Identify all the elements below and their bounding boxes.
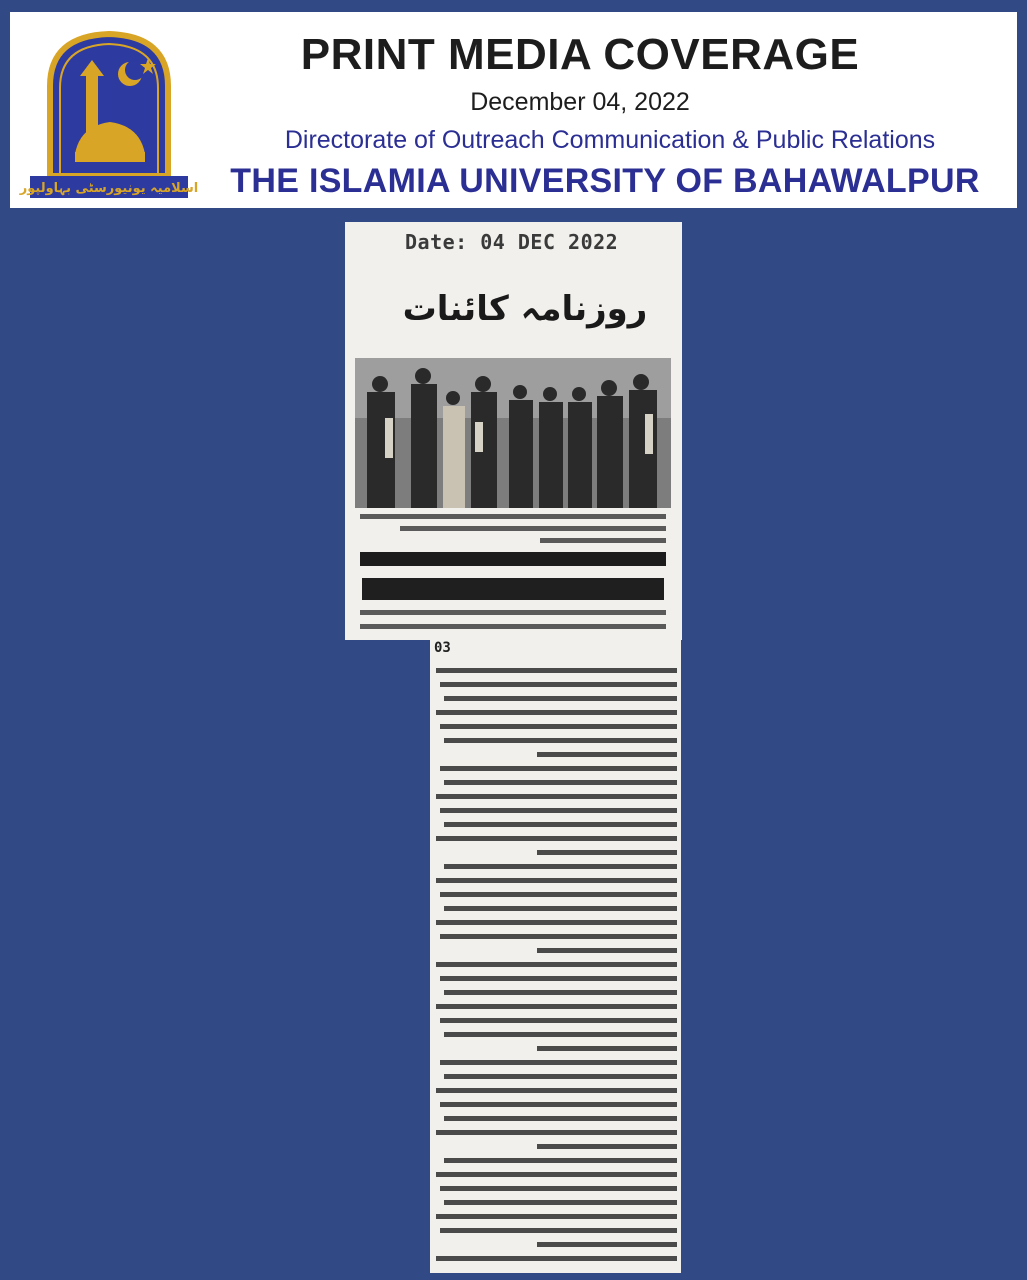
text-line	[440, 1102, 677, 1107]
university-name: THE ISLAMIA UNIVERSITY OF BAHAWALPUR	[230, 162, 980, 200]
text-line	[444, 1200, 677, 1205]
text-line	[436, 1214, 677, 1219]
news-intro	[360, 604, 666, 640]
text-line	[444, 864, 677, 869]
text-line	[440, 1228, 677, 1233]
news-subheadline	[362, 578, 664, 600]
text-line	[537, 1046, 677, 1051]
news-body-text	[436, 664, 677, 1268]
text-line	[537, 1242, 677, 1247]
text-line	[440, 1018, 677, 1023]
text-line	[436, 1256, 677, 1261]
text-line	[436, 962, 677, 967]
directorate-name: Directorate of Outreach Communication & Public Relations	[284, 126, 936, 154]
logo-text: اسلامیہ یونیورسٹی بہاولپور	[19, 181, 199, 196]
text-line	[444, 906, 677, 911]
page-title: PRINT MEDIA COVERAGE	[300, 30, 860, 79]
news-headline	[360, 548, 666, 572]
text-line	[436, 1130, 677, 1135]
text-line	[436, 710, 677, 715]
text-line	[444, 780, 677, 785]
text-line	[436, 1088, 677, 1093]
coverage-date: December 04, 2022	[470, 88, 690, 116]
text-line	[537, 850, 677, 855]
text-line	[440, 724, 677, 729]
text-line	[444, 990, 677, 995]
masthead-text: روزنامہ کائنات	[402, 289, 648, 329]
text-line	[444, 1074, 677, 1079]
text-line	[444, 1158, 677, 1163]
text-line	[444, 1032, 677, 1037]
text-line	[440, 976, 677, 981]
text-line	[436, 1172, 677, 1177]
text-line	[440, 1060, 677, 1065]
text-line	[440, 766, 677, 771]
text-line	[444, 738, 677, 743]
news-photo	[355, 358, 671, 508]
text-line	[436, 794, 677, 799]
text-line	[440, 808, 677, 813]
text-line	[537, 752, 677, 757]
header-banner	[10, 12, 1017, 208]
text-line	[436, 920, 677, 925]
text-line	[440, 1186, 677, 1191]
text-line	[436, 836, 677, 841]
text-line	[440, 934, 677, 939]
page-number-label: 03	[434, 640, 451, 656]
text-line	[436, 668, 677, 673]
text-line	[440, 892, 677, 897]
text-line	[436, 1004, 677, 1009]
date-stamp: Date: 04 DEC 2022	[405, 230, 619, 254]
text-line	[436, 878, 677, 883]
text-line	[444, 696, 677, 701]
newspaper-masthead	[402, 268, 648, 340]
text-line	[444, 822, 677, 827]
text-line	[537, 1144, 677, 1149]
text-line	[444, 1116, 677, 1121]
text-line	[537, 948, 677, 953]
text-line	[440, 682, 677, 687]
photo-caption	[360, 510, 666, 546]
university-logo	[20, 26, 198, 198]
